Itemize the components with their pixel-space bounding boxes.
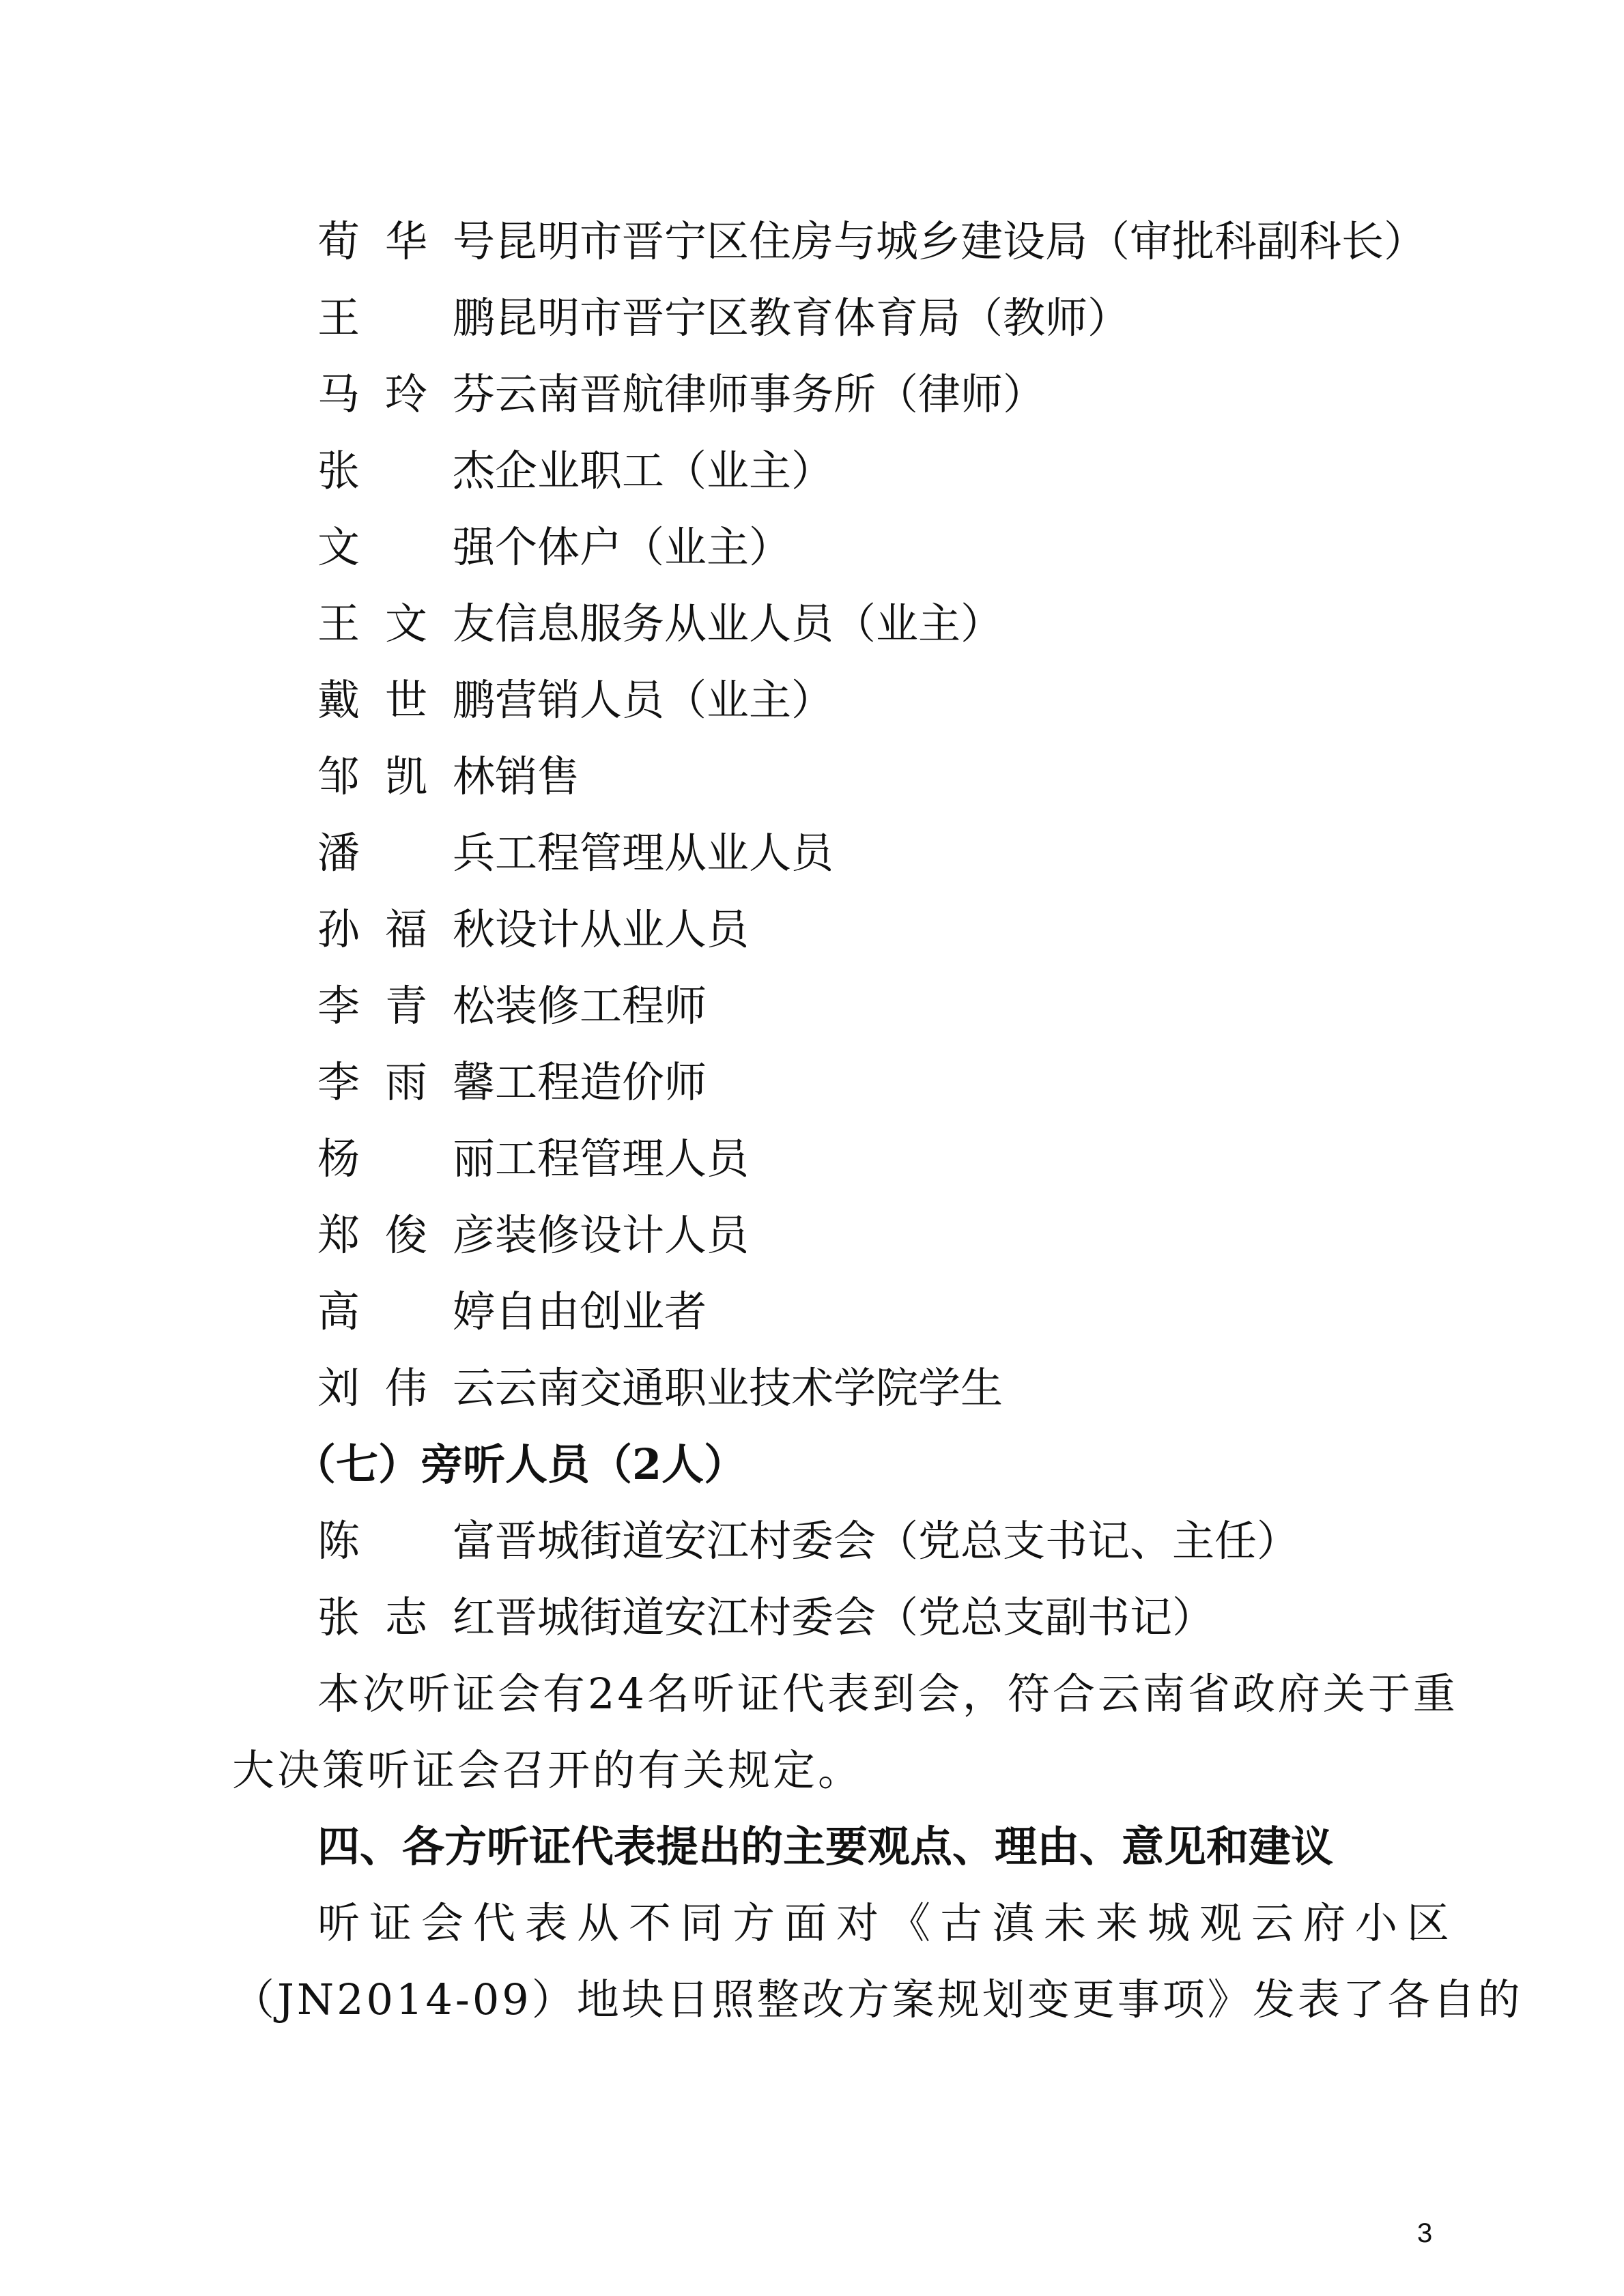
- representative-row: [317, 738, 580, 815]
- representative-row: [317, 586, 1003, 662]
- representative-name: 李青松: [317, 981, 495, 1031]
- representative-name: 刘伟云: [317, 1363, 495, 1413]
- representative-name: 李雨馨: [317, 1057, 495, 1107]
- representative-row: [317, 662, 834, 738]
- representative-name: 高婷: [317, 1287, 495, 1336]
- representative-role: 工程管理人员: [495, 1134, 750, 1183]
- views-paragraph-line: （JN2014-09）地块日照整改方案规划变更事项》发表了各自的: [232, 1975, 1523, 2024]
- representative-role: 企业职工（业主）: [495, 446, 834, 496]
- observer-row: [317, 1579, 1214, 1656]
- representative-role: 个体户（业主）: [495, 522, 792, 572]
- representative-row: [317, 509, 791, 586]
- representative-name: 王鹏: [317, 293, 495, 343]
- representative-row: [317, 433, 834, 509]
- representative-role: 工程造价师: [495, 1057, 707, 1107]
- representative-name: 杨丽: [317, 1134, 495, 1183]
- representative-name: 潘兵: [317, 828, 495, 878]
- representative-row: [317, 815, 834, 891]
- representative-name: 马玲芬: [317, 369, 495, 419]
- representative-role: 销售: [495, 751, 580, 801]
- representative-role: 信息服务从业人员（业主）: [495, 599, 1003, 648]
- observer-row: [317, 1503, 1299, 1579]
- views-paragraph-line: 听证会代表从不同方面对《古滇未来城观云府小区: [317, 1898, 1459, 1948]
- observer-name: 张志红: [317, 1592, 495, 1642]
- representative-name: 戴世鹏: [317, 675, 495, 725]
- representative-role: 装修工程师: [495, 981, 707, 1031]
- observer-name: 陈富: [317, 1516, 495, 1566]
- representative-row: [317, 203, 1426, 280]
- representative-role: 自由创业者: [495, 1287, 707, 1336]
- representative-role: 云南晋航律师事务所（律师）: [495, 369, 1046, 419]
- representative-row: [317, 1121, 749, 1197]
- attendance-paragraph-line: 大决策听证会召开的有关规定。: [232, 1745, 864, 1795]
- section-four-heading: 四、各方听证代表提出的主要观点、理由、意见和建议: [317, 1822, 1334, 1871]
- representative-role: 工程管理从业人员: [495, 828, 834, 878]
- representative-role: 昆明市晋宁区住房与城乡建设局（审批科副科长）: [495, 216, 1427, 266]
- representative-name: 文强: [317, 522, 495, 572]
- representative-role: 营销人员（业主）: [495, 675, 834, 725]
- representative-row: [317, 1044, 707, 1121]
- representative-row: [317, 1350, 1003, 1426]
- observer-role: 晋城街道安江村委会（党总支副书记）: [495, 1592, 1215, 1642]
- representative-row: [317, 356, 1045, 433]
- page-number: 3: [1417, 2218, 1433, 2248]
- representative-name: 王文友: [317, 599, 495, 648]
- representative-row: [317, 1274, 707, 1350]
- representative-name: 孙福秋: [317, 904, 495, 954]
- representative-role: 昆明市晋宁区教育体育局（教师）: [495, 293, 1130, 343]
- observer-role: 晋城街道安江村委会（党总支书记、主任）: [495, 1516, 1300, 1566]
- representative-name: 邹凯林: [317, 751, 495, 801]
- representative-row: [317, 968, 707, 1044]
- representative-role: 云南交通职业技术学院学生: [495, 1363, 1003, 1413]
- representative-role: 设计从业人员: [495, 904, 750, 954]
- representative-name: 荀华号: [317, 216, 495, 266]
- representative-name: 郑俊彦: [317, 1210, 495, 1260]
- representative-role: 装修设计人员: [495, 1210, 750, 1260]
- attendance-paragraph-line: 本次听证会有24名听证代表到会，符合云南省政府关于重: [317, 1669, 1458, 1719]
- representative-row: [317, 280, 1130, 356]
- representative-row: [317, 1197, 749, 1274]
- representative-name: 张杰: [317, 446, 495, 496]
- observers-heading: （七）旁听人员（2人）: [294, 1439, 747, 1489]
- representative-row: [317, 891, 749, 968]
